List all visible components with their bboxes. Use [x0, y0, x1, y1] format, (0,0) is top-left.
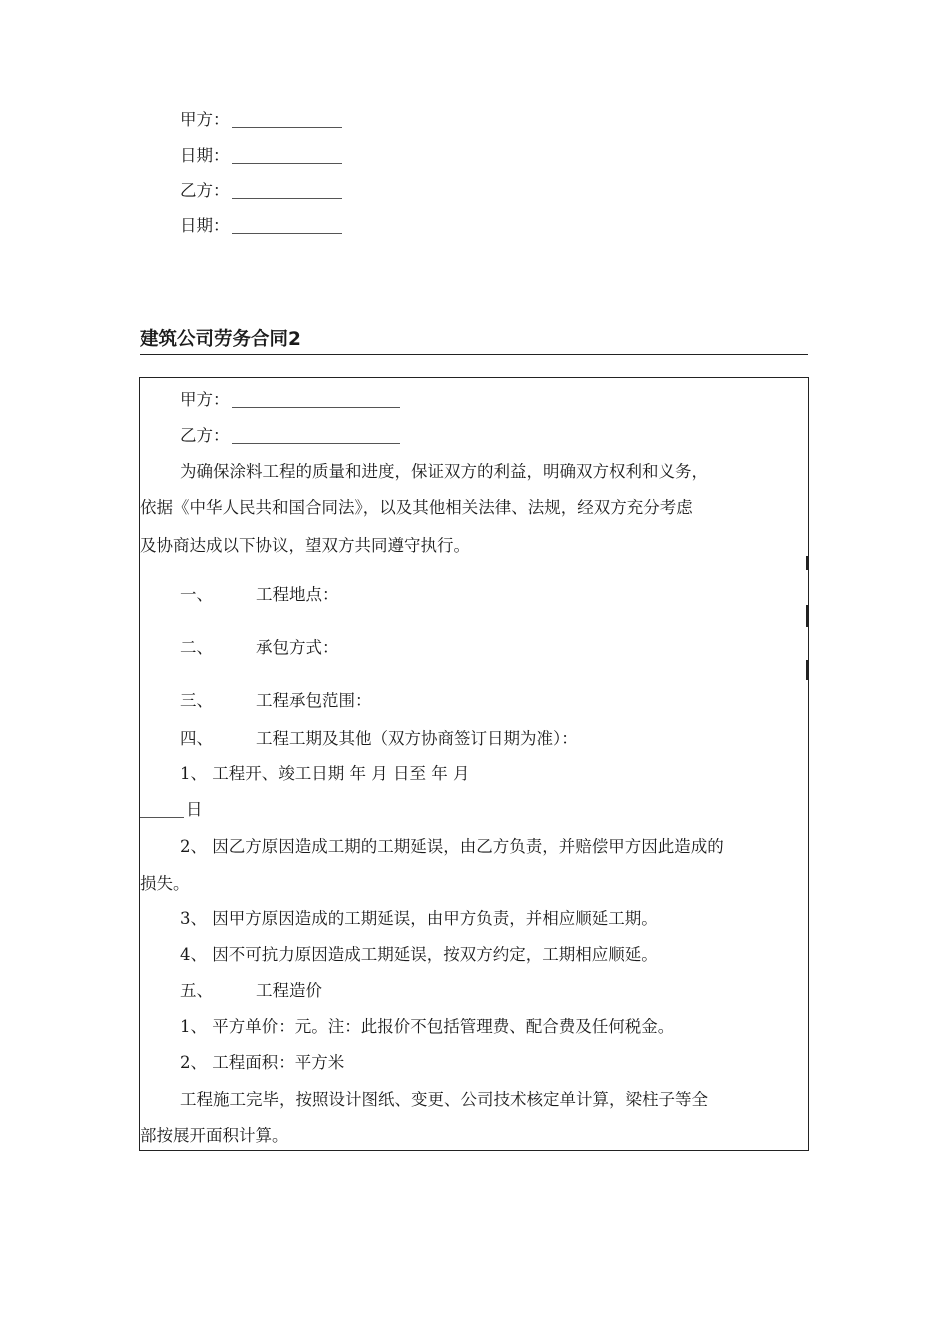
- signature-date-1-blank[interactable]: [232, 149, 342, 164]
- item-4-text: 工程工期及其他（双方协商签订日期为准）：: [256, 729, 578, 748]
- signature-party-a-label: 甲方：: [180, 110, 230, 129]
- intro-line-3: 及协商达成以下协议，望双方共同遵守执行。: [140, 536, 470, 555]
- item-2-number: 二、: [180, 638, 213, 657]
- contract-party-b-label: 乙方：: [180, 426, 230, 445]
- item-3-text: 工程承包范围：: [256, 691, 372, 710]
- intro-line-2: 依据《中华人民共和国合同法》，以及其他相关法律、法规，经双方充分考虑: [140, 498, 693, 517]
- item-4: [180, 727, 578, 751]
- period-line-2b: 损失。: [140, 874, 190, 893]
- signature-party-b: [180, 179, 342, 203]
- period-line-1: 1、 工程开、竣工日期 年 月 日至 年 月: [180, 764, 470, 783]
- section-title: 建筑公司劳务合同2: [140, 328, 808, 355]
- item-1: [180, 583, 339, 607]
- item-2-text: 承包方式：: [256, 638, 339, 657]
- signature-date-1-label: 日期：: [180, 146, 230, 165]
- signature-party-a: [180, 108, 342, 132]
- period-line-4: 4、 因不可抗力原因造成工期延误，按双方约定，工期相应顺延。: [180, 945, 658, 964]
- border-mark-1: [806, 556, 808, 570]
- period-end-blank[interactable]: [140, 803, 184, 818]
- contract-party-b: [180, 424, 400, 448]
- signature-party-b-blank[interactable]: [232, 184, 342, 199]
- signature-party-a-blank[interactable]: [232, 113, 342, 128]
- contract-party-b-blank[interactable]: [232, 429, 400, 444]
- item-5-text: 工程造价: [256, 981, 322, 1000]
- signature-date-2-blank[interactable]: [232, 219, 342, 234]
- contract-party-a-label: 甲方：: [180, 390, 230, 409]
- contract-party-a: [180, 388, 400, 412]
- item-5-number: 五、: [180, 981, 213, 1000]
- item-3-number: 三、: [180, 691, 213, 710]
- period-end-label: 日: [186, 800, 203, 819]
- border-mark-3: [806, 660, 808, 680]
- price-line-2: 2、 工程面积：平方米: [180, 1053, 345, 1072]
- calc-line-b: 部按展开面积计算。: [140, 1126, 289, 1145]
- period-line-1-end: [140, 798, 203, 822]
- signature-party-b-label: 乙方：: [180, 181, 230, 200]
- border-mark-2: [806, 605, 808, 627]
- item-3: [180, 689, 372, 713]
- contract-box: [139, 377, 809, 1151]
- item-1-number: 一、: [180, 585, 213, 604]
- period-line-2a: 2、 因乙方原因造成工期的工期延误，由乙方负责，并赔偿甲方因此造成的: [180, 837, 724, 856]
- intro-line-1: 为确保涂料工程的质量和进度，保证双方的利益，明确双方权利和义务，: [180, 462, 708, 481]
- signature-date-2: [180, 214, 342, 238]
- period-line-3: 3、 因甲方原因造成的工期延误，由甲方负责，并相应顺延工期。: [180, 909, 658, 928]
- signature-date-1: [180, 144, 342, 168]
- item-4-number: 四、: [180, 729, 213, 748]
- contract-party-a-blank[interactable]: [232, 393, 400, 408]
- signature-date-2-label: 日期：: [180, 216, 230, 235]
- item-1-text: 工程地点：: [256, 585, 339, 604]
- price-line-1: 1、 平方单价：元。注：此报价不包括管理费、配合费及任何税金。: [180, 1017, 675, 1036]
- item-2: [180, 636, 339, 660]
- item-5: [180, 979, 322, 1003]
- calc-line-a: 工程施工完毕，按照设计图纸、变更、公司技术核定单计算，梁柱子等全: [180, 1090, 708, 1109]
